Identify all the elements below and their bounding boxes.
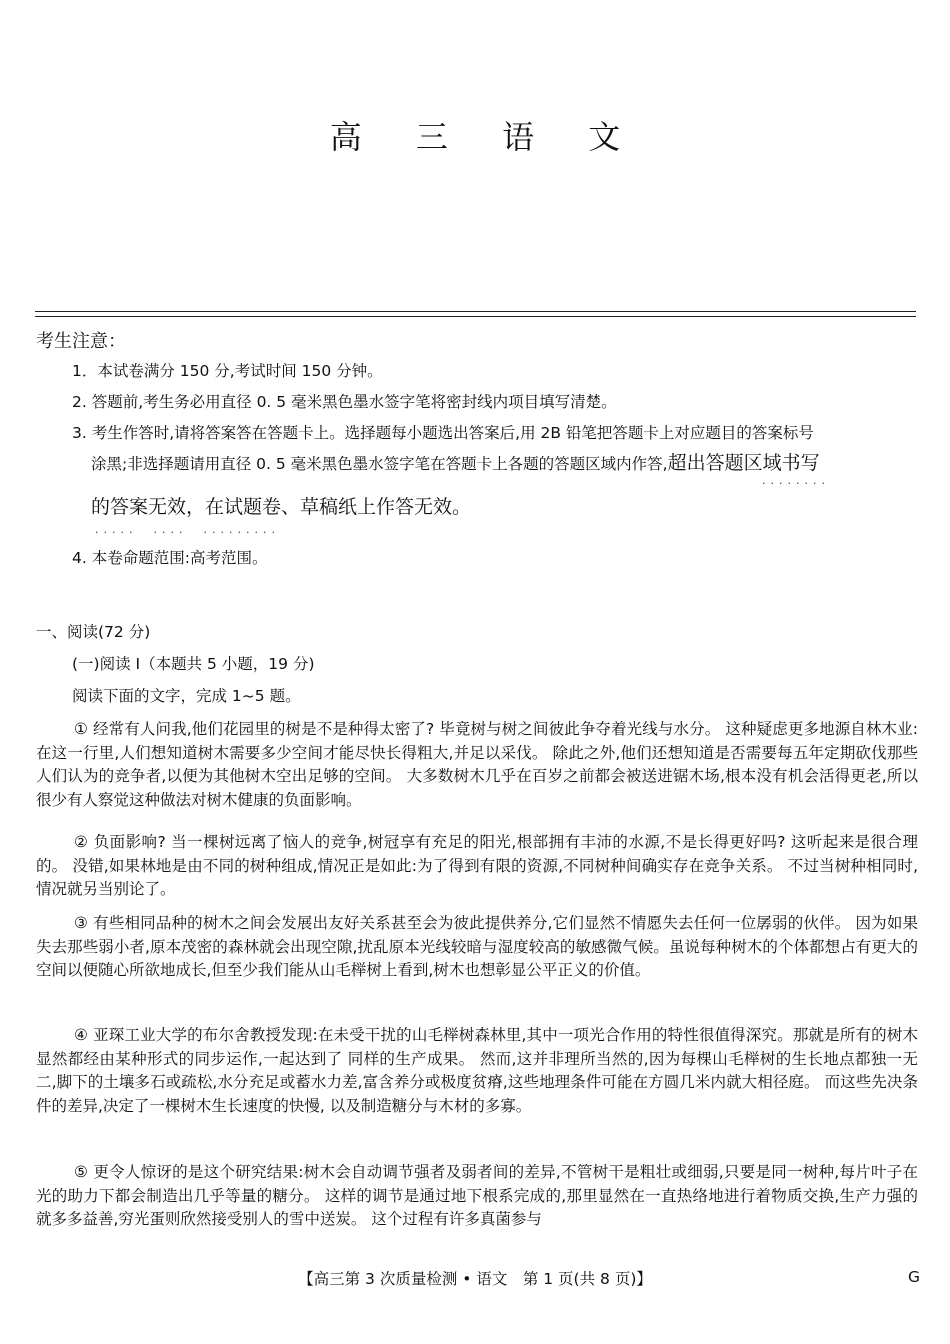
paragraph-5: ⑤ 更令人惊讶的是这个研究结果:树木会自动调节强者及弱者间的差异,不管树干是粗壮或细弱,只要是同一树种,每片叶子在光的助力下都会制造出几乎等量的糖分。 这样的调节是通过地下根系完成的,那里显然在一直热络地进行着物质交换,生产力强的就多多益善,穷光蛋则欣然接受别人的雪中送炭。 这个过程有许多真菌参与 xyxy=(36,1163,918,1228)
paragraph-1: ① 经常有人问我,他们花园里的树是不是种得太密了? 毕竟树与树之间彼此争夺着光线与水分。 这种疑虑更多地源自林木业:在这一行里,人们想知道树木需要多少空间才能尽快长得粗大,并足以采伐。 除此之外,他们还想知道是否需要每五年定期砍伐那些人们认为的竞争者,以便为其他树木空出足够的空间。 大多数树木几乎在百岁之前都会被送进锯木场,根本没有机会活得更老,所以很少有人察觉这种做法对树木健康的负面影响。 xyxy=(36,720,918,809)
paragraph-4: ④ 亚琛工业大学的布尔舍教授发现:在未受干扰的山毛榉树森林里,其中一项光合作用的特性很值得深究。那就是所有的树木显然都经由某种形式的同步运作,一起达到了 同样的生产成果。 然而,这并非理所当然的,因为每棵山毛榉树的生长地点都独一无二,脚下的土壤多石或疏松,水分充足或蓄水力差,富含养分或极度贫瘠,这些地理条件可能在方圆几米内就大相径庭。 而这些先决条件的差异,决定了一棵树木生长速度的快慢, 以及制造糖分与木材的多寡。 xyxy=(36,1026,918,1115)
sub-section-heading: (一)阅读 I（本题共 5 小题，19 分) xyxy=(72,655,315,673)
notice-item-3-text: 涂黑;非选择题请用直径 0. 5 毫米黑色墨水签字笔在答题卡上各题的答题区域内作答, xyxy=(91,455,668,473)
notice-emphasis: 超出答题区域书写 xyxy=(667,452,820,474)
notice-heading: 考生注意： xyxy=(36,331,126,352)
page-footer: 【高三第 3 次质量检测 • 语文 第 1 页(共 8 页)】 xyxy=(298,1270,652,1288)
section-heading: 一、阅读(72 分) xyxy=(36,623,151,641)
header-divider-secondary xyxy=(35,316,916,317)
notice-item-3-line-2 xyxy=(91,452,820,475)
notice-item-4: 4. 本卷命题范围:高考范围。 xyxy=(72,549,268,567)
reading-instruction: 阅读下面的文字，完成 1~5 题。 xyxy=(72,687,301,705)
exam-title: 高 三 语 文 xyxy=(329,118,643,156)
paragraph-2: ② 负面影响? 当一棵树远离了恼人的竞争,树冠享有充足的阳光,根部拥有丰沛的水源,不是长得更好吗? 这听起来是很合理的。 没错,如果林地是由不同的树种组成,情况正是如此:为了得到有限的资源,不同树种间确实存在竞争关系。 不过当树种相同时,情况就另当别论了。 xyxy=(36,833,918,898)
emphasis-dots: ········ xyxy=(762,477,830,490)
paper-code: G xyxy=(908,1268,921,1286)
header-divider xyxy=(35,311,916,312)
notice-item-2: 2. 答题前,考生务必用直径 0. 5 毫米黑色墨水签字笔将密封线内项目填写清楚。 xyxy=(72,393,617,411)
notice-item-3-line-1: 3. 考生作答时,请将答案答在答题卡上。选择题每小题选出答案后,用 2B 铅笔把答题卡上对应题目的答案标号 xyxy=(72,424,814,442)
paragraph-3: ③ 有些相同品种的树木之间会发展出友好关系甚至会为彼此提供养分,它们显然不情愿失去任何一位孱弱的伙伴。 因为如果失去那些弱小者,原本茂密的森林就会出现空隙,扰乱原本光线较暗与湿度较高的敏感微气候。虽说每种树木的个体都想占有更大的空间以便随心所欲地成长,但至少我们能从山毛榉树上看到,树木也想彰显公平正义的价值。 xyxy=(36,914,918,979)
notice-item-3-line-3: 的答案无效，在试题卷、草稿纸上作答无效。 xyxy=(91,496,472,518)
emphasis-dots: ····· ···· ········· xyxy=(95,526,280,539)
notice-item-1: 1．本试卷满分 150 分,考试时间 150 分钟。 xyxy=(72,362,383,380)
